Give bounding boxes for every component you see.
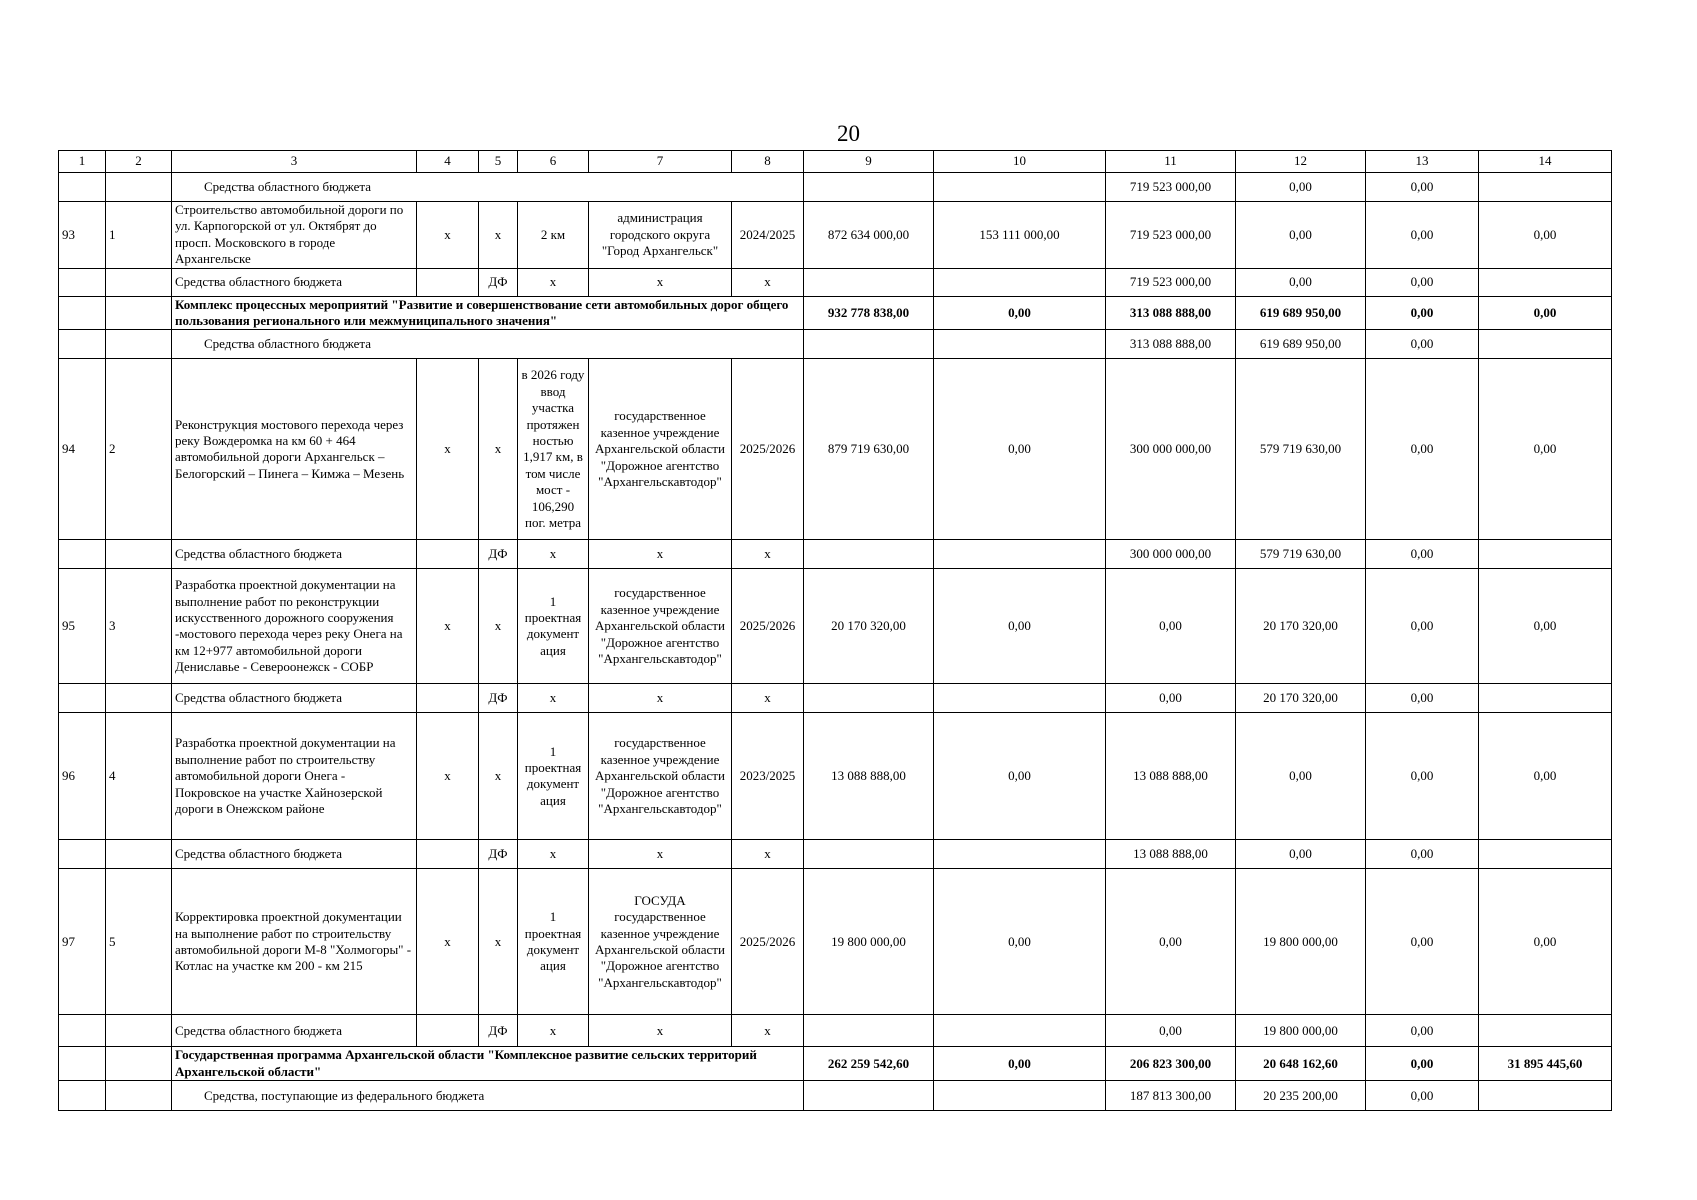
funding-source-label: Средства областного бюджета	[172, 330, 804, 359]
column-header: 9	[804, 151, 934, 173]
row-number: 95	[59, 569, 106, 684]
amount-col9: 872 634 000,00	[804, 202, 934, 269]
amount-col9	[804, 173, 934, 202]
amount-col14	[1479, 1081, 1612, 1111]
amount-col14	[1479, 330, 1612, 359]
amount-col12: 619 689 950,00	[1236, 296, 1366, 330]
amount-col11: 719 523 000,00	[1106, 173, 1236, 202]
cell-col6: x	[518, 268, 589, 296]
project-row	[59, 713, 1612, 840]
page-number: 20	[837, 121, 860, 146]
amount-col13: 0,00	[1366, 330, 1479, 359]
project-name: Разработка проектной документации на выполнение работ по реконструкции искусственного дорожного сооружения -мостового перехода через реку Онега на км 12+977 автомобильной дороги Дениславье - Североонежск - СОБР	[172, 569, 417, 684]
period-cell: 2025/2026	[732, 359, 804, 540]
amount-col10	[934, 1081, 1106, 1111]
column-header: 13	[1366, 151, 1479, 173]
amount-col9: 262 259 542,60	[804, 1047, 934, 1081]
amount-col11: 313 088 888,00	[1106, 330, 1236, 359]
amount-col14: 0,00	[1479, 869, 1612, 1015]
cell-col4: x	[417, 202, 479, 269]
cell-col7: x	[589, 540, 732, 569]
column-header: 3	[172, 151, 417, 173]
column-header: 1	[59, 151, 106, 173]
cell-col4	[417, 540, 479, 569]
funding-code: ДФ	[479, 684, 518, 713]
executor-cell: государственное казенное учреждение Архангельской области "Дорожное агентство "Архангельскавтодор"	[589, 359, 732, 540]
row-number: 96	[59, 713, 106, 840]
section-total-row	[59, 1047, 1612, 1081]
cell-col1	[59, 173, 106, 202]
amount-col14: 0,00	[1479, 713, 1612, 840]
amount-col10	[934, 540, 1106, 569]
cell-col4	[417, 268, 479, 296]
cell-col4: x	[417, 359, 479, 540]
amount-col13: 0,00	[1366, 713, 1479, 840]
amount-col10	[934, 330, 1106, 359]
column-header: 10	[934, 151, 1106, 173]
column-header: 11	[1106, 151, 1236, 173]
cell-col7: x	[589, 684, 732, 713]
amount-col14: 0,00	[1479, 202, 1612, 269]
funding-code: ДФ	[479, 1015, 518, 1047]
amount-col11: 313 088 888,00	[1106, 296, 1236, 330]
amount-col14	[1479, 840, 1612, 869]
funding-source-label: Средства, поступающие из федерального бюджета	[172, 1081, 804, 1111]
period-cell: 2025/2026	[732, 569, 804, 684]
funding-source-row	[59, 173, 1612, 202]
amount-col13: 0,00	[1366, 569, 1479, 684]
amount-col11: 13 088 888,00	[1106, 840, 1236, 869]
cell-col2	[106, 268, 172, 296]
project-name: Реконструкция мостового перехода через реку Вождеромка на км 60 + 464 автомобильной дороги Архангельск – Белогорский – Пинега – Кимжа – Мезень	[172, 359, 417, 540]
cell-col8: x	[732, 1015, 804, 1047]
amount-col13: 0,00	[1366, 840, 1479, 869]
cell-col2	[106, 540, 172, 569]
cell-col6: x	[518, 840, 589, 869]
project-row	[59, 569, 1612, 684]
cell-col5: x	[479, 869, 518, 1015]
cell-col1	[59, 1047, 106, 1081]
funding-code: ДФ	[479, 540, 518, 569]
amount-col14: 0,00	[1479, 296, 1612, 330]
amount-col12: 20 170 320,00	[1236, 569, 1366, 684]
amount-col12: 0,00	[1236, 202, 1366, 269]
table-body	[59, 151, 1612, 1111]
amount-col12: 20 170 320,00	[1236, 684, 1366, 713]
capacity-cell: 1 проектная документ ация	[518, 713, 589, 840]
amount-col14	[1479, 540, 1612, 569]
amount-col12: 0,00	[1236, 713, 1366, 840]
amount-col14: 0,00	[1479, 359, 1612, 540]
amount-col11: 719 523 000,00	[1106, 268, 1236, 296]
amount-col13: 0,00	[1366, 268, 1479, 296]
cell-col6: x	[518, 1015, 589, 1047]
amount-col14	[1479, 1015, 1612, 1047]
amount-col9	[804, 684, 934, 713]
amount-col9: 932 778 838,00	[804, 296, 934, 330]
amount-col11: 300 000 000,00	[1106, 540, 1236, 569]
amount-col12: 619 689 950,00	[1236, 330, 1366, 359]
amount-col12: 19 800 000,00	[1236, 1015, 1366, 1047]
sub-number: 1	[106, 202, 172, 269]
cell-col4	[417, 840, 479, 869]
column-header: 8	[732, 151, 804, 173]
amount-col13: 0,00	[1366, 869, 1479, 1015]
executor-cell: государственное казенное учреждение Архангельской области "Дорожное агентство "Архангельскавтодор"	[589, 713, 732, 840]
sub-number: 2	[106, 359, 172, 540]
amount-col12: 0,00	[1236, 268, 1366, 296]
amount-col10: 0,00	[934, 296, 1106, 330]
amount-col14: 0,00	[1479, 569, 1612, 684]
sub-number: 5	[106, 869, 172, 1015]
row-number: 93	[59, 202, 106, 269]
funding-source-row	[59, 684, 1612, 713]
capacity-cell: 1 проектная документ ация	[518, 869, 589, 1015]
amount-col9	[804, 1081, 934, 1111]
amount-col10: 0,00	[934, 1047, 1106, 1081]
column-header: 7	[589, 151, 732, 173]
period-cell: 2024/2025	[732, 202, 804, 269]
cell-col4: x	[417, 569, 479, 684]
amount-col9: 879 719 630,00	[804, 359, 934, 540]
amount-col11: 300 000 000,00	[1106, 359, 1236, 540]
amount-col13: 0,00	[1366, 1047, 1479, 1081]
cell-col1	[59, 840, 106, 869]
amount-col12: 579 719 630,00	[1236, 540, 1366, 569]
amount-col10: 0,00	[934, 569, 1106, 684]
cell-col8: x	[732, 268, 804, 296]
cell-col8: x	[732, 684, 804, 713]
cell-col4: x	[417, 869, 479, 1015]
amount-col12: 0,00	[1236, 840, 1366, 869]
funding-source-label: Средства областного бюджета	[172, 840, 417, 869]
column-header: 4	[417, 151, 479, 173]
amount-col11: 0,00	[1106, 869, 1236, 1015]
funding-source-label: Средства областного бюджета	[172, 268, 417, 296]
amount-col11: 0,00	[1106, 684, 1236, 713]
amount-col14: 31 895 445,60	[1479, 1047, 1612, 1081]
cell-col2	[106, 684, 172, 713]
funding-source-label: Средства областного бюджета	[172, 173, 804, 202]
row-number: 94	[59, 359, 106, 540]
cell-col7: x	[589, 268, 732, 296]
cell-col7: x	[589, 840, 732, 869]
amount-col10	[934, 1015, 1106, 1047]
cell-col2	[106, 296, 172, 330]
amount-col14	[1479, 173, 1612, 202]
amount-col9	[804, 268, 934, 296]
amount-col13: 0,00	[1366, 173, 1479, 202]
section-title: Государственная программа Архангельской области "Комплексное развитие сельских территорий Архангельской области"	[172, 1047, 804, 1081]
cell-col5: x	[479, 202, 518, 269]
amount-col12: 20 648 162,60	[1236, 1047, 1366, 1081]
funding-source-row	[59, 268, 1612, 296]
funding-code: ДФ	[479, 840, 518, 869]
cell-col6: x	[518, 684, 589, 713]
capacity-cell: 1 проектная документ ация	[518, 569, 589, 684]
funding-source-row	[59, 1081, 1612, 1111]
project-row	[59, 359, 1612, 540]
cell-col8: x	[732, 840, 804, 869]
cell-col4	[417, 684, 479, 713]
amount-col10: 0,00	[934, 869, 1106, 1015]
amount-col10	[934, 268, 1106, 296]
cell-col2	[106, 1047, 172, 1081]
amount-col10	[934, 173, 1106, 202]
period-cell: 2025/2026	[732, 869, 804, 1015]
cell-col1	[59, 1015, 106, 1047]
cell-col8: x	[732, 540, 804, 569]
sub-number: 3	[106, 569, 172, 684]
amount-col12: 20 235 200,00	[1236, 1081, 1366, 1111]
amount-col10	[934, 840, 1106, 869]
section-title: Комплекс процессных мероприятий "Развитие и совершенствование сети автомобильных дорог общего пользования регионального или межмуниципального значения"	[172, 296, 804, 330]
cell-col6: x	[518, 540, 589, 569]
funding-source-row	[59, 540, 1612, 569]
row-number: 97	[59, 869, 106, 1015]
funding-code: ДФ	[479, 268, 518, 296]
amount-col13: 0,00	[1366, 540, 1479, 569]
section-total-row	[59, 296, 1612, 330]
funding-source-row	[59, 330, 1612, 359]
cell-col1	[59, 296, 106, 330]
amount-col13: 0,00	[1366, 296, 1479, 330]
amount-col13: 0,00	[1366, 684, 1479, 713]
amount-col9	[804, 1015, 934, 1047]
cell-col5: x	[479, 359, 518, 540]
amount-col9: 19 800 000,00	[804, 869, 934, 1015]
cell-col2	[106, 840, 172, 869]
amount-col13: 0,00	[1366, 359, 1479, 540]
amount-col11: 0,00	[1106, 569, 1236, 684]
column-header: 14	[1479, 151, 1612, 173]
amount-col12: 579 719 630,00	[1236, 359, 1366, 540]
project-name: Строительство автомобильной дороги по ул. Карпогорской от ул. Октябрят до просп. Московского в городе Архангельске	[172, 202, 417, 269]
capacity-cell: 2 км	[518, 202, 589, 269]
project-name: Разработка проектной документации на выполнение работ по строительству автомобильной дороги Онега - Покровское на участке Хайнозерской дороги в Онежском районе	[172, 713, 417, 840]
cell-col4: x	[417, 713, 479, 840]
amount-col13: 0,00	[1366, 202, 1479, 269]
cell-col1	[59, 684, 106, 713]
amount-col12: 0,00	[1236, 173, 1366, 202]
column-header: 6	[518, 151, 589, 173]
amount-col10	[934, 684, 1106, 713]
cell-col7: x	[589, 1015, 732, 1047]
amount-col11: 206 823 300,00	[1106, 1047, 1236, 1081]
amount-col10: 0,00	[934, 713, 1106, 840]
amount-col9	[804, 840, 934, 869]
amount-col13: 0,00	[1366, 1015, 1479, 1047]
cell-col4	[417, 1015, 479, 1047]
funding-source-label: Средства областного бюджета	[172, 1015, 417, 1047]
cell-col1	[59, 268, 106, 296]
executor-cell: администрация городского округа "Город Архангельск"	[589, 202, 732, 269]
amount-col11: 0,00	[1106, 1015, 1236, 1047]
amount-col11: 13 088 888,00	[1106, 713, 1236, 840]
amount-col9: 20 170 320,00	[804, 569, 934, 684]
funding-source-row	[59, 1015, 1612, 1047]
executor-cell: государственное казенное учреждение Архангельской области "Дорожное агентство "Архангельскавтодор"	[589, 569, 732, 684]
column-header: 12	[1236, 151, 1366, 173]
amount-col13: 0,00	[1366, 1081, 1479, 1111]
cell-col2	[106, 1015, 172, 1047]
column-header-row	[59, 151, 1612, 173]
cell-col1	[59, 330, 106, 359]
amount-col9	[804, 540, 934, 569]
amount-col10: 153 111 000,00	[934, 202, 1106, 269]
cell-col2	[106, 330, 172, 359]
amount-col10: 0,00	[934, 359, 1106, 540]
project-row	[59, 202, 1612, 269]
project-name: Корректировка проектной документации на выполнение работ по строительству автомобильной дороги М-8 "Холмогоры" - Котлас на участке км 200 - км 215	[172, 869, 417, 1015]
amount-col14	[1479, 684, 1612, 713]
executor-cell: ГОСУДА государственное казенное учреждение Архангельской области "Дорожное агентство "Архангельскавтодор"	[589, 869, 732, 1015]
amount-col11: 719 523 000,00	[1106, 202, 1236, 269]
sub-number: 4	[106, 713, 172, 840]
period-cell: 2023/2025	[732, 713, 804, 840]
capacity-cell: в 2026 году ввод участка протяжен ностью 1,917 км, в том числе мост - 106,290 пог. метра	[518, 359, 589, 540]
funding-source-row	[59, 840, 1612, 869]
cell-col1	[59, 1081, 106, 1111]
cell-col1	[59, 540, 106, 569]
amount-col11: 187 813 300,00	[1106, 1081, 1236, 1111]
funding-source-label: Средства областного бюджета	[172, 684, 417, 713]
amount-col14	[1479, 268, 1612, 296]
amount-col9	[804, 330, 934, 359]
cell-col5: x	[479, 569, 518, 684]
cell-col2	[106, 1081, 172, 1111]
cell-col2	[106, 173, 172, 202]
funding-source-label: Средства областного бюджета	[172, 540, 417, 569]
column-header: 2	[106, 151, 172, 173]
amount-col12: 19 800 000,00	[1236, 869, 1366, 1015]
amount-col9: 13 088 888,00	[804, 713, 934, 840]
cell-col5: x	[479, 713, 518, 840]
budget-table	[58, 150, 1612, 1111]
column-header: 5	[479, 151, 518, 173]
project-row	[59, 869, 1612, 1015]
